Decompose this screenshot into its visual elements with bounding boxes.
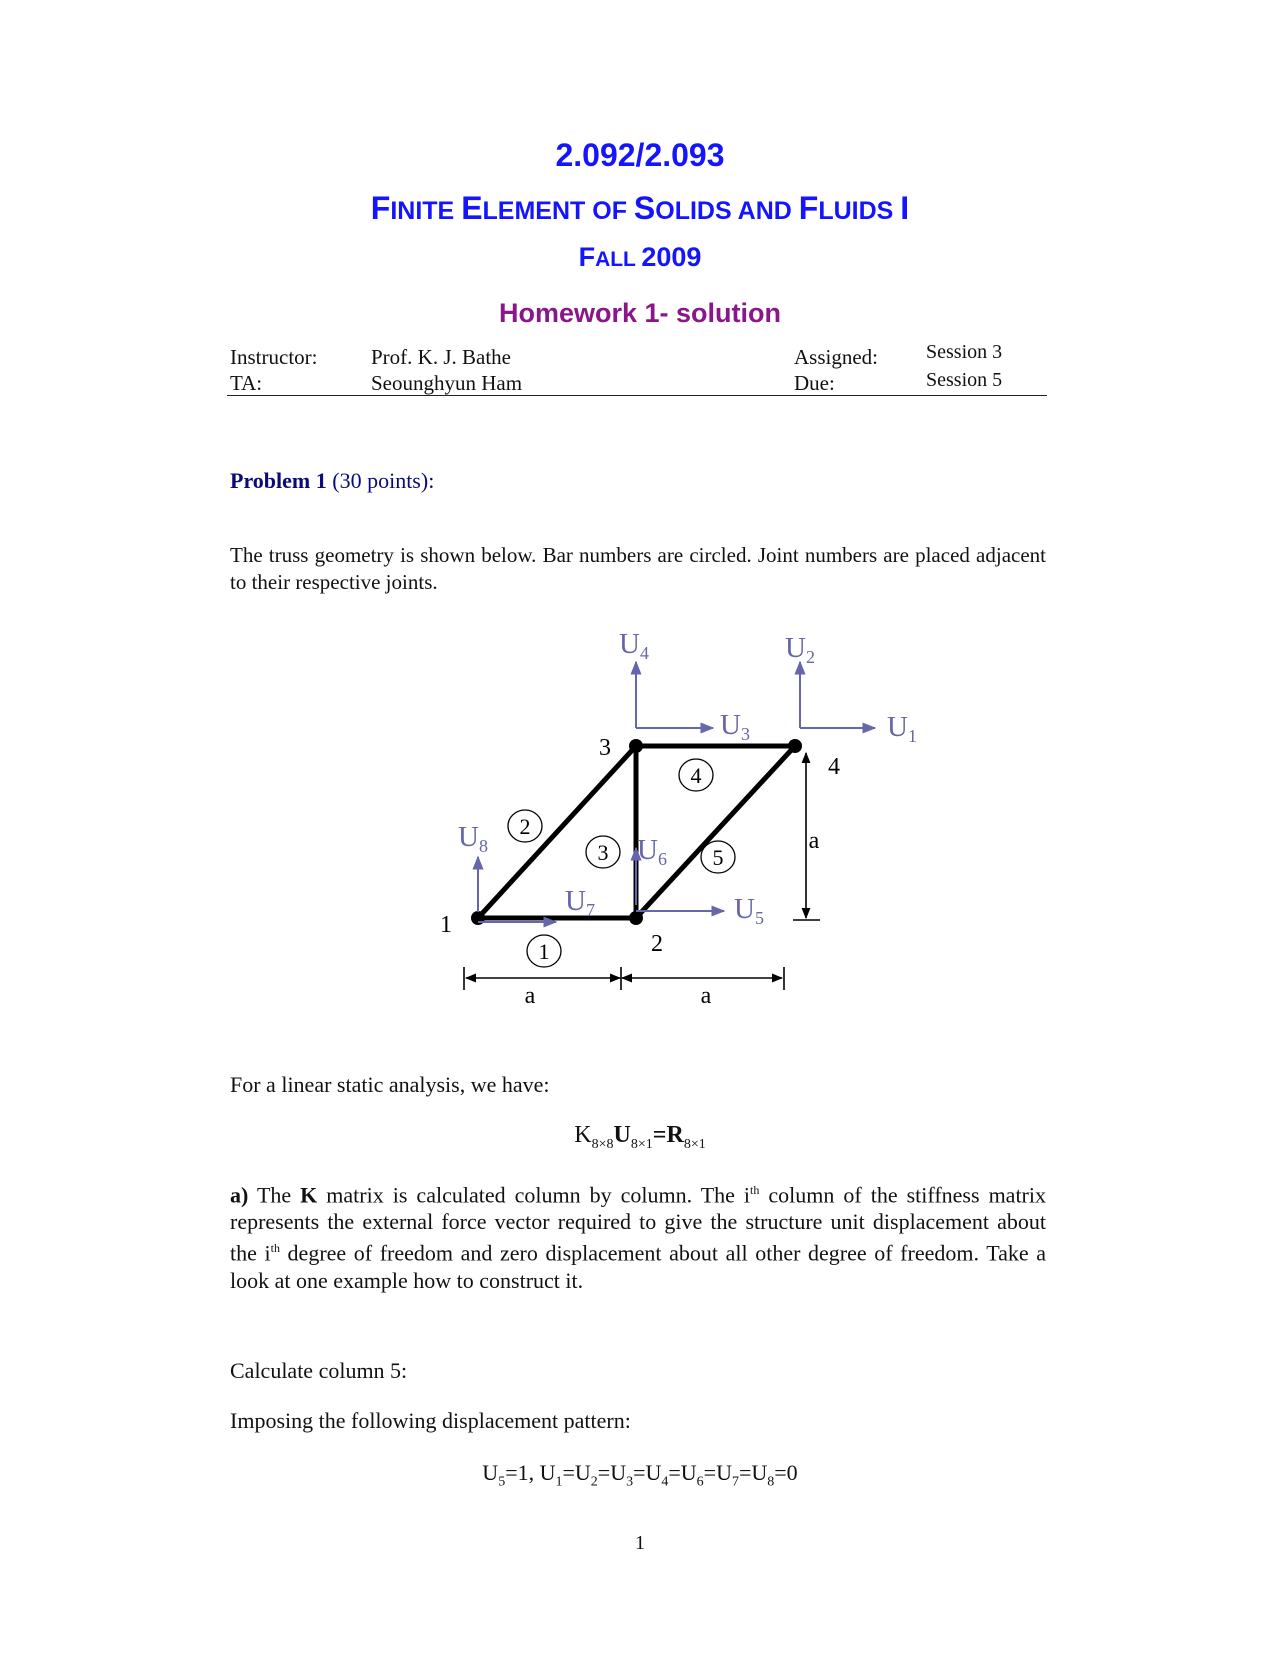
joint-2-node xyxy=(629,911,643,925)
u8-label: $U_8$ xyxy=(458,821,488,856)
assigned-value: Session 3 xyxy=(926,341,1003,363)
disp-subscript: 6 xyxy=(696,1474,704,1490)
u7-label: $U_7$ xyxy=(565,885,595,920)
course-code: 2.092/2.093 xyxy=(555,137,725,173)
ta-value: Seounghyun Ham xyxy=(371,371,523,395)
title-initial: S xyxy=(633,190,656,226)
title-initial: I xyxy=(900,190,910,226)
bar-number-5: 5 xyxy=(712,845,724,870)
bar-number-2: 2 xyxy=(519,814,531,839)
joint-number-3: 3 xyxy=(599,735,611,761)
intro-paragraph: The truss geometry is shown below. Bar numbers are circled. Joint numbers are placed adjacent to their respective joints. xyxy=(230,543,1046,594)
disp-subscript: 8 xyxy=(767,1474,775,1490)
displacement-equation xyxy=(0,1460,1280,1490)
due-label: Due: xyxy=(794,371,835,395)
disp-subscript: 1 xyxy=(555,1474,563,1490)
disp-term: =U xyxy=(738,1460,768,1485)
bar-number-3: 3 xyxy=(597,840,609,865)
disp-term: =U xyxy=(597,1460,627,1485)
title-rest: LEMENT OF xyxy=(482,197,634,225)
page-number: 1 xyxy=(635,1532,645,1554)
instructor-label: Instructor: xyxy=(230,345,318,369)
part-a-paragraph: a) The K matrix is calculated column by column. The $i^{th}$ column of the stiffness matrix represents the external force vector required to give the structure unit displacement about the $i^{th}$ degree of freedom and zero displacement about all other degree of freedom. Take a look at one example how to construct it. xyxy=(230,1182,1046,1293)
title-rest: INITE xyxy=(390,197,462,225)
u6-label: $U_6$ xyxy=(637,834,667,869)
joint-number-1: 1 xyxy=(440,912,452,938)
ta-label: TA: xyxy=(230,371,263,395)
due-value: Session 5 xyxy=(926,369,1003,391)
disp-subscript: 3 xyxy=(626,1474,634,1490)
u3-label: $U_3$ xyxy=(720,709,750,744)
disp-subscript: 2 xyxy=(590,1474,598,1490)
joint-4-node xyxy=(788,739,802,753)
disp-term: U xyxy=(482,1460,499,1485)
disp-term: =U xyxy=(668,1460,697,1485)
bar-number-1: 1 xyxy=(538,939,550,964)
joint-3-node xyxy=(629,739,643,753)
joint-number-4: 4 xyxy=(828,754,840,780)
title-rest: LUIDS xyxy=(818,197,901,225)
assigned-label: Assigned: xyxy=(794,345,878,369)
disp-subscript: 4 xyxy=(661,1474,669,1490)
disp-term: =U xyxy=(633,1460,662,1485)
column-heading: Calculate column 5: xyxy=(230,1358,408,1383)
problem-heading: Problem 1 (30 points): xyxy=(230,468,435,493)
disp-subscript: 5 xyxy=(498,1474,506,1490)
disp-term: =1, U xyxy=(505,1460,556,1485)
u2-label: $U_2$ xyxy=(785,632,815,667)
height-label: a xyxy=(808,828,820,854)
disp-term: =0 xyxy=(774,1460,798,1485)
doc-title: Homework 1- solution xyxy=(498,298,782,328)
joint-number-2: 2 xyxy=(651,931,663,957)
u4-label: $U_4$ xyxy=(619,628,649,663)
title-rest: OLIDS AND xyxy=(655,197,799,225)
imposing-text: Imposing the following displacement pattern: xyxy=(230,1408,631,1433)
disp-term: =U xyxy=(562,1460,591,1485)
title-initial: E xyxy=(461,190,483,226)
stiffness-equation: $K_{8\times 8}U_{8\times 1}=R_{8\times 1}$ xyxy=(574,1122,706,1152)
bar-number-4: 4 xyxy=(690,763,702,788)
disp-subscript: 7 xyxy=(731,1474,739,1490)
width-label-2: a xyxy=(700,983,712,1009)
u5-label: $U_5$ xyxy=(734,893,764,928)
title-initial: F xyxy=(798,190,819,226)
disp-term: =U xyxy=(703,1460,732,1485)
bar-2-line xyxy=(478,746,636,918)
title-initial: F xyxy=(370,190,391,226)
instructor-value: Prof. K. J. Bathe xyxy=(371,345,511,369)
width-label-1: a xyxy=(524,983,536,1009)
bar-5-line xyxy=(636,746,795,918)
u1-label: $U_1$ xyxy=(887,711,917,746)
term: FALL 2009 xyxy=(578,242,702,272)
static-analysis-text: For a linear static analysis, we have: xyxy=(230,1072,550,1097)
